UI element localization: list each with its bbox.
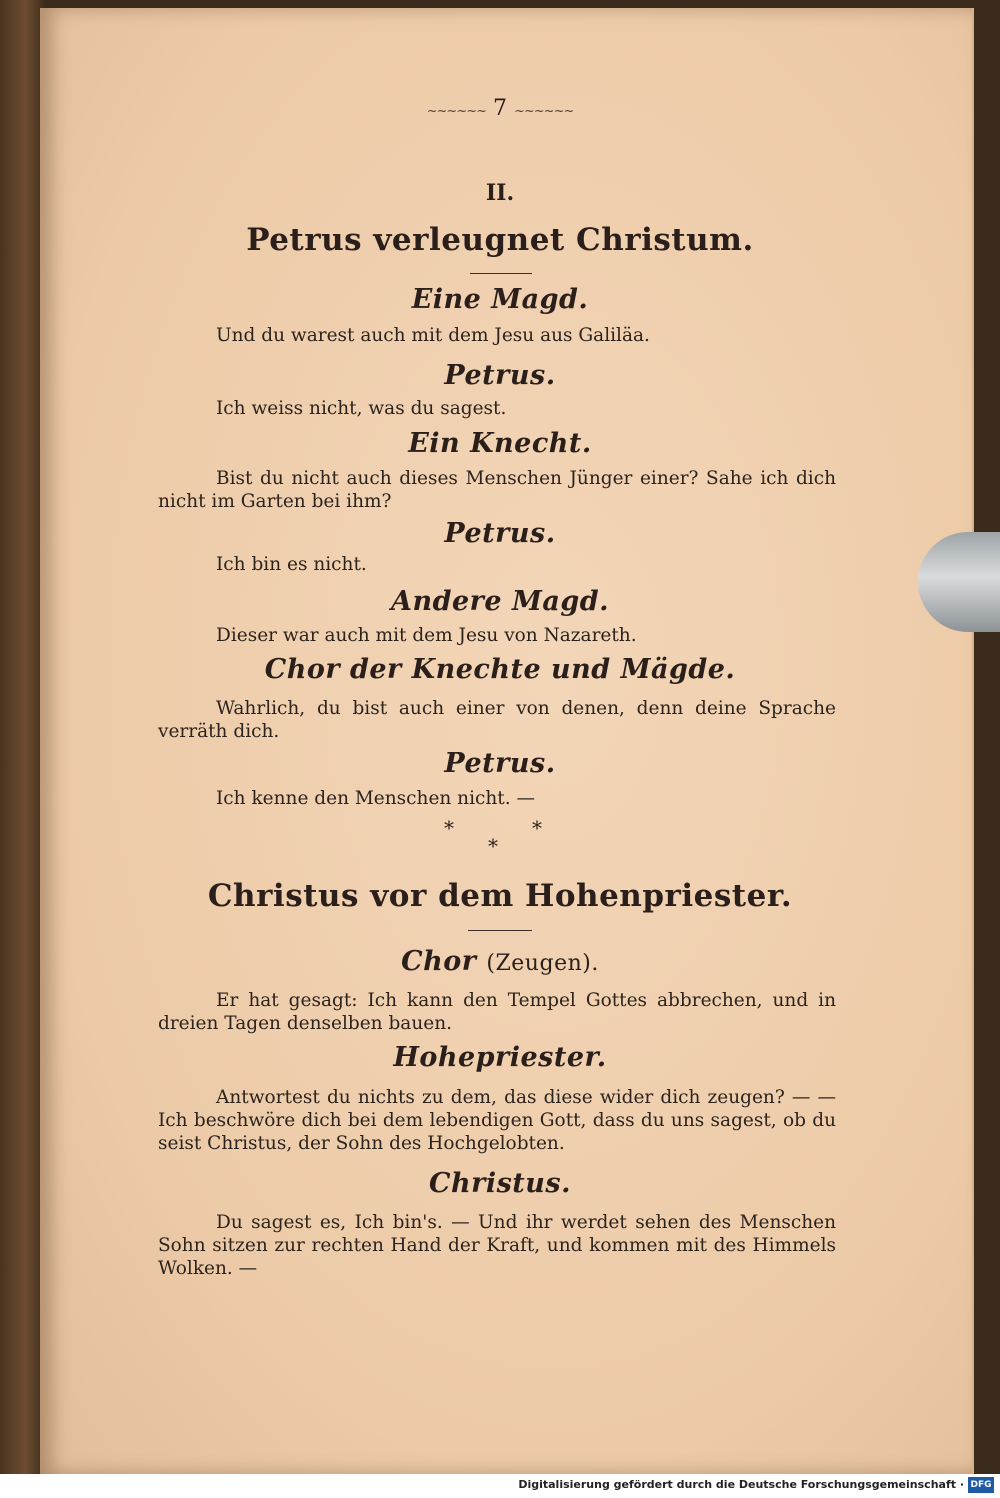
separator-star: *	[488, 834, 498, 858]
title-rule-2	[468, 930, 532, 931]
section-title-1: Petrus verleugnet Christum.	[246, 222, 754, 258]
speech-text: Ich weiss nicht, was du sagest.	[216, 398, 507, 419]
speaker-label: Christus.	[428, 1168, 571, 1199]
speech-text: Du sagest es, Ich bin's. — Und ihr werdet sehen des Menschen Sohn sitzen zur rechten Hand der Kraft, und kommen mit des Himmels Wolken. —	[158, 1212, 836, 1279]
speech-text: Er hat gesagt: Ich kann den Tempel Gottes abbrechen, und in dreien Tagen denselben bauen.	[158, 990, 836, 1034]
speaker-label: Petrus.	[444, 748, 556, 779]
speech-text: Ich kenne den Menschen nicht. —	[216, 788, 535, 809]
speaker-label: Andere Magd.	[391, 586, 609, 617]
speech-text: Wahrlich, du bist auch einer von denen, denn deine Sprache verräth dich.	[158, 698, 836, 742]
section-title-2: Christus vor dem Hohenpriester.	[207, 878, 793, 914]
speaker-label: Ein Knecht.	[408, 428, 592, 459]
separator-star: *	[532, 816, 542, 840]
speaker-label: Chor der Knechte und Mägde.	[264, 654, 736, 685]
speaker-label: Petrus.	[444, 518, 556, 549]
separator-star: *	[444, 816, 454, 840]
speech-text: Und du warest auch mit dem Jesu aus Galiläa.	[216, 325, 650, 346]
title-rule-1	[470, 273, 532, 274]
speech-text: Antwortest du nichts zu dem, das diese wider dich zeugen? — — Ich beschwöre dich bei dem lebendigen Gott, dass du uns sagest, ob du seist Christus, der Sohn des Hochgelobten.	[158, 1087, 836, 1154]
digitization-credit: Digitalisierung gefördert durch die Deutsche Forschungsgemeinschaft ·	[518, 1478, 964, 1491]
dfg-logo: DFG	[968, 1477, 994, 1493]
speaker-label: Petrus.	[444, 360, 556, 391]
speaker-name: Chor	[401, 946, 477, 977]
speaker-label: Hohepriester.	[393, 1042, 607, 1073]
speech-text: Ich bin es nicht.	[216, 554, 367, 575]
speaker-label	[150, 946, 850, 977]
page-number: 7	[493, 96, 507, 121]
speaker-label: Eine Magd.	[411, 284, 589, 315]
section-number: II.	[485, 180, 515, 206]
speech-text: Dieser war auch mit dem Jesu von Nazareth.	[216, 625, 637, 646]
ornament-right: ~~~~~~	[514, 104, 574, 119]
speech-text: Bist du nicht auch dieses Menschen Jünger einer? Sahe ich dich nicht im Garten bei ihm?	[158, 468, 836, 512]
ornament-left: ~~~~~~	[426, 104, 486, 119]
page-header	[150, 96, 850, 121]
speaker-note: (Zeugen).	[486, 951, 599, 976]
